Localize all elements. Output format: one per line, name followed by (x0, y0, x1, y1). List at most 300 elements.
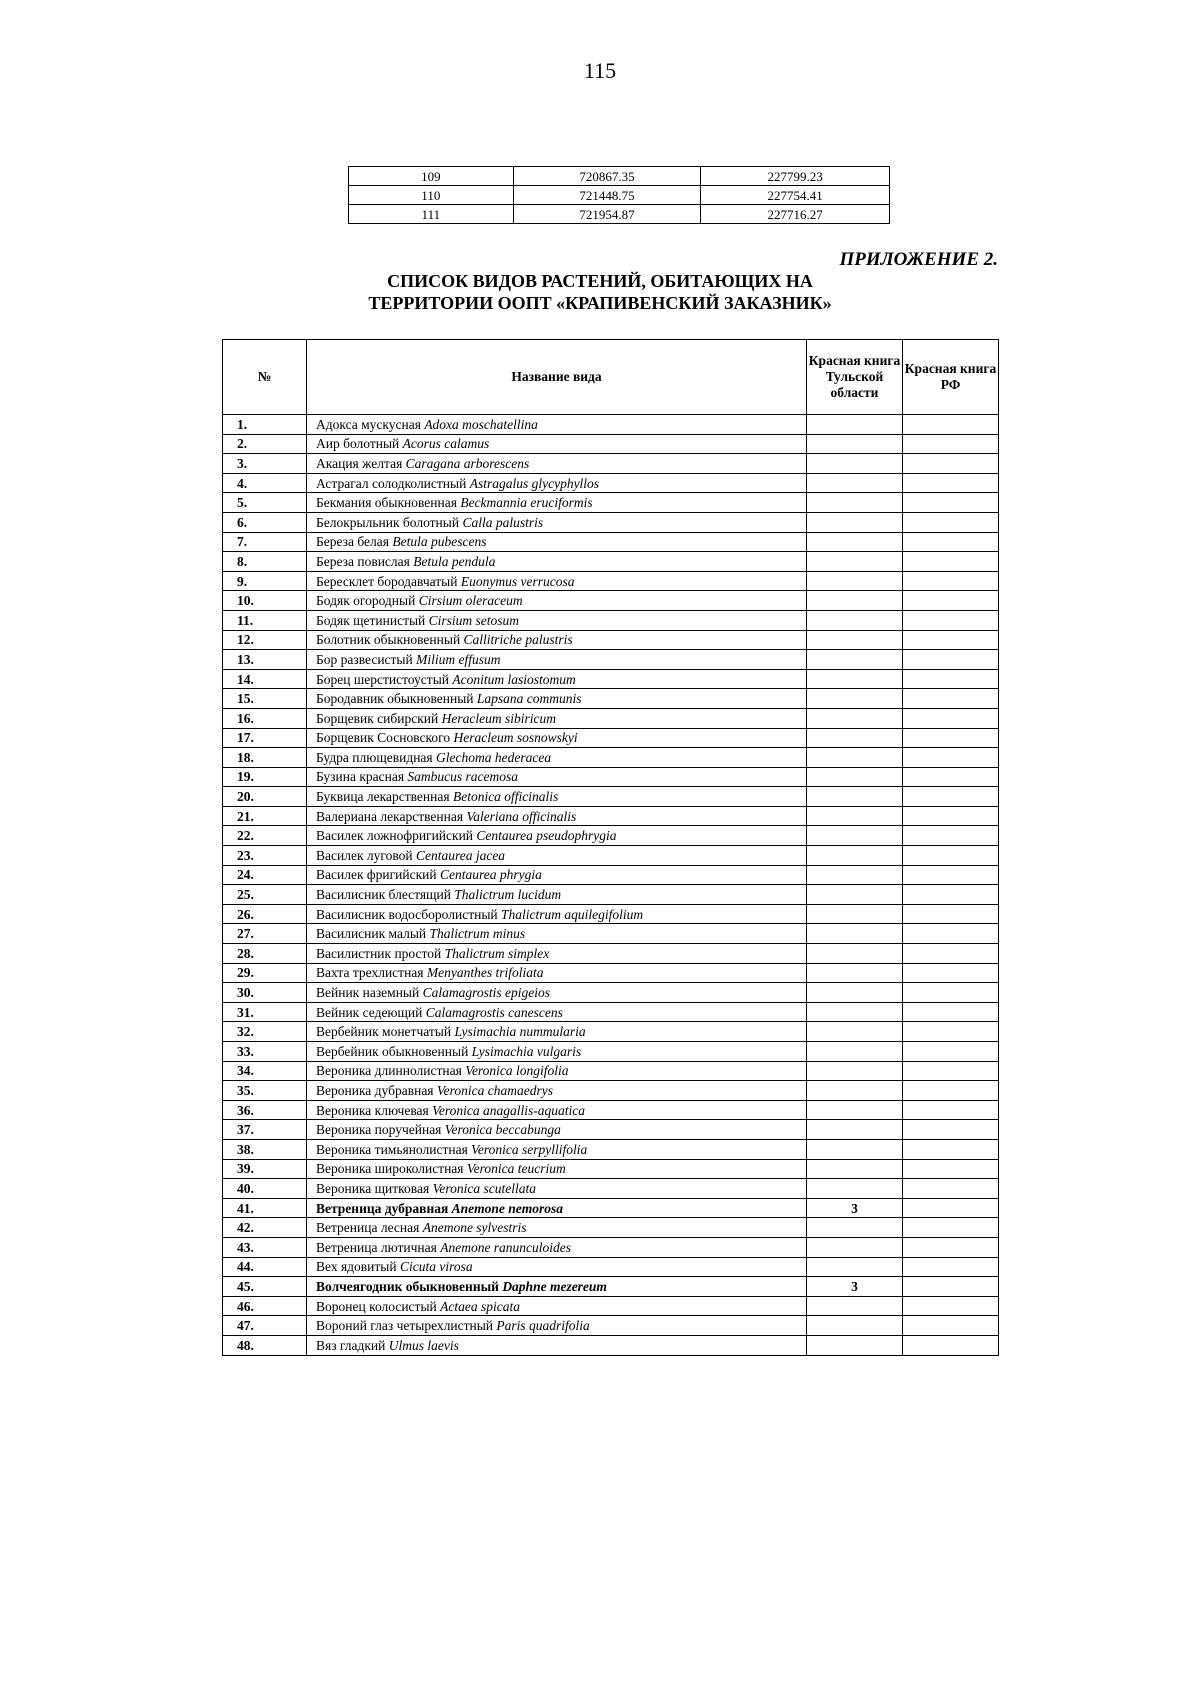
red-book-rf-status (903, 650, 999, 670)
species-name-latin: Veronica longifolia (465, 1063, 569, 1079)
species-name (307, 708, 807, 728)
species-name (307, 846, 807, 866)
species-number: 47. (223, 1316, 307, 1336)
species-name-russian: Аир болотный (316, 436, 400, 452)
red-book-region-status (807, 610, 903, 630)
species-row (223, 806, 999, 826)
species-name-russian: Борщевик сибирский (316, 710, 439, 726)
species-row (223, 1002, 999, 1022)
species-number: 2. (223, 434, 307, 454)
red-book-rf-status (903, 610, 999, 630)
red-book-region-status (807, 1257, 903, 1277)
species-name (307, 1237, 807, 1257)
species-name-latin: Veronica scutellata (432, 1180, 536, 1196)
species-name (307, 591, 807, 611)
species-name (307, 1277, 807, 1297)
species-row (223, 473, 999, 493)
species-name (307, 1022, 807, 1042)
species-row (223, 787, 999, 807)
red-book-region-status (807, 885, 903, 905)
red-book-region-status (807, 650, 903, 670)
species-name-latin: Paris quadrifolia (496, 1318, 590, 1334)
red-book-region-status (807, 1218, 903, 1238)
coordinates-row (349, 186, 890, 205)
species-name-latin: Veronica anagallis-aquatica (432, 1102, 585, 1118)
species-row (223, 415, 999, 435)
red-book-rf-status (903, 963, 999, 983)
red-book-rf-status (903, 1296, 999, 1316)
species-name-latin: Adoxa moschatellina (424, 416, 538, 432)
species-number: 41. (223, 1198, 307, 1218)
species-name-latin: Cirsium oleraceum (418, 593, 523, 609)
species-name-latin: Calla palustris (462, 514, 544, 530)
red-book-region-status (807, 806, 903, 826)
species-row (223, 1335, 999, 1355)
species-name (307, 904, 807, 924)
red-book-rf-status (903, 904, 999, 924)
species-name-russian: Борщевик Сосновского (316, 730, 451, 746)
red-book-region-status (807, 591, 903, 611)
red-book-rf-status (903, 1237, 999, 1257)
red-book-rf-status (903, 865, 999, 885)
red-book-rf-status (903, 1002, 999, 1022)
species-row (223, 1257, 999, 1277)
species-row (223, 1159, 999, 1179)
red-book-region-status (807, 904, 903, 924)
species-name-latin: Beckmannia eruciformis (460, 495, 593, 511)
species-row (223, 1100, 999, 1120)
red-book-region-status (807, 532, 903, 552)
red-book-region-status (807, 454, 903, 474)
species-number: 8. (223, 552, 307, 572)
species-name (307, 434, 807, 454)
red-book-region-status (807, 1100, 903, 1120)
red-book-rf-status (903, 1061, 999, 1081)
red-book-rf-status (903, 669, 999, 689)
species-name-russian: Вороний глаз четырехлистный (316, 1318, 494, 1334)
species-name-russian: Акация желтая (316, 455, 403, 471)
coord-point-number: 109 (349, 167, 514, 186)
species-name (307, 1159, 807, 1179)
red-book-rf-status (903, 806, 999, 826)
species-name-latin: Anemone ranunculoides (440, 1239, 572, 1255)
species-name-russian: Бодяк щетинистый (316, 612, 426, 628)
species-name (307, 924, 807, 944)
species-name (307, 1296, 807, 1316)
red-book-region-status (807, 1179, 903, 1199)
species-name (307, 1198, 807, 1218)
red-book-region-status (807, 1159, 903, 1179)
species-number: 11. (223, 610, 307, 630)
species-number: 44. (223, 1257, 307, 1277)
species-number: 38. (223, 1139, 307, 1159)
species-name (307, 512, 807, 532)
species-row (223, 1218, 999, 1238)
coord-point-number: 110 (349, 186, 514, 205)
species-row (223, 434, 999, 454)
species-name-russian: Вейник седеющий (316, 1004, 423, 1020)
species-number: 23. (223, 846, 307, 866)
red-book-region-status (807, 748, 903, 768)
red-book-region-status (807, 630, 903, 650)
species-name (307, 728, 807, 748)
red-book-rf-status (903, 493, 999, 513)
species-number: 21. (223, 806, 307, 826)
list-title (300, 270, 900, 314)
page-number: 115 (583, 58, 617, 83)
species-row (223, 1296, 999, 1316)
species-name-russian: Адокса мускусная (316, 416, 421, 432)
species-name-latin: Veronica teucrium (466, 1161, 566, 1177)
species-row (223, 512, 999, 532)
species-name (307, 1002, 807, 1022)
red-book-region-status (807, 826, 903, 846)
species-name-russian: Буквица лекарственная (316, 789, 450, 805)
species-name-russian: Бородавник обыкновенный (316, 691, 474, 707)
red-book-region-status (807, 1139, 903, 1159)
species-name (307, 865, 807, 885)
species-name-latin: Heracleum sosnowskyi (453, 730, 578, 746)
species-number: 7. (223, 532, 307, 552)
species-name-russian: Вербейник монетчатый (316, 1024, 452, 1040)
species-name (307, 552, 807, 572)
species-name-russian: Вахта трехлистная (316, 965, 424, 981)
species-number: 4. (223, 473, 307, 493)
species-row (223, 767, 999, 787)
species-name (307, 630, 807, 650)
species-number: 29. (223, 963, 307, 983)
species-name-russian: Бодяк огородный (316, 593, 416, 609)
species-name-russian: Ветреница лесная (316, 1220, 420, 1236)
species-number: 42. (223, 1218, 307, 1238)
red-book-region-status (807, 1061, 903, 1081)
species-number: 34. (223, 1061, 307, 1081)
species-row (223, 571, 999, 591)
species-name-russian: Вероника поручейная (316, 1122, 442, 1138)
species-number: 28. (223, 944, 307, 964)
red-book-region-status: 3 (807, 1198, 903, 1218)
species-name-latin: Centaurea pseudophrygia (476, 828, 617, 844)
coord-y: 227716.27 (701, 205, 890, 224)
red-book-region-status (807, 552, 903, 572)
species-name (307, 454, 807, 474)
species-row (223, 1081, 999, 1101)
red-book-rf-status (903, 826, 999, 846)
red-book-region-status (807, 493, 903, 513)
species-name (307, 1042, 807, 1062)
red-book-region-status (807, 1120, 903, 1140)
species-name (307, 963, 807, 983)
red-book-rf-status (903, 983, 999, 1003)
red-book-region-status (807, 1002, 903, 1022)
red-book-rf-status (903, 787, 999, 807)
species-name (307, 650, 807, 670)
species-number: 27. (223, 924, 307, 944)
species-name-russian: Василистник простой (316, 945, 442, 961)
species-row (223, 728, 999, 748)
species-name-russian: Василек луговой (316, 847, 413, 863)
red-book-region-status (807, 512, 903, 532)
species-name (307, 1316, 807, 1336)
species-row (223, 630, 999, 650)
species-name-russian: Василек ложнофригийский (316, 828, 474, 844)
species-row (223, 610, 999, 630)
red-book-region-status (807, 708, 903, 728)
species-name-latin: Veronica chamaedrys (436, 1082, 554, 1098)
red-book-rf-status (903, 415, 999, 435)
species-row (223, 1316, 999, 1336)
species-name-latin: Veronica serpyllifolia (471, 1141, 588, 1157)
coord-x: 721954.87 (513, 205, 701, 224)
red-book-rf-status (903, 1042, 999, 1062)
red-book-rf-status (903, 552, 999, 572)
red-book-rf-status (903, 473, 999, 493)
species-name-latin: Veronica beccabunga (444, 1122, 561, 1138)
species-name-latin: Sambucus racemosa (407, 769, 519, 785)
red-book-region-status (807, 924, 903, 944)
species-row (223, 865, 999, 885)
species-name (307, 1120, 807, 1140)
species-row (223, 454, 999, 474)
red-book-rf-status (903, 512, 999, 532)
species-name-latin: Lysimachia nummularia (454, 1024, 586, 1040)
red-book-rf-status (903, 728, 999, 748)
species-name-latin: Calamagrostis epigeios (422, 985, 550, 1001)
species-row (223, 1179, 999, 1199)
red-book-rf-status (903, 846, 999, 866)
header-number: № (223, 340, 307, 415)
species-row (223, 532, 999, 552)
red-book-rf-status (903, 1081, 999, 1101)
species-name-russian: Вех ядовитый (316, 1259, 397, 1275)
species-name-russian: Астрагал солодколистный (316, 475, 467, 491)
species-row (223, 846, 999, 866)
species-name (307, 1061, 807, 1081)
species-row (223, 1139, 999, 1159)
species-number: 20. (223, 787, 307, 807)
species-number: 6. (223, 512, 307, 532)
red-book-rf-status (903, 630, 999, 650)
species-name-latin: Betonica officinalis (452, 789, 559, 805)
species-name (307, 473, 807, 493)
red-book-rf-status (903, 1218, 999, 1238)
species-name (307, 826, 807, 846)
species-name-latin: Betula pubescens (392, 534, 487, 550)
species-name-latin: Cicuta virosa (399, 1259, 473, 1275)
red-book-rf-status (903, 748, 999, 768)
species-name (307, 571, 807, 591)
species-name (307, 944, 807, 964)
red-book-rf-status (903, 454, 999, 474)
species-name-latin: Astragalus glycyphyllos (469, 475, 600, 491)
red-book-region-status (807, 415, 903, 435)
species-number: 40. (223, 1179, 307, 1199)
species-name (307, 669, 807, 689)
red-book-region-status (807, 944, 903, 964)
species-row (223, 1277, 999, 1297)
species-name-latin: Euonymus verrucosa (460, 573, 575, 589)
species-row (223, 1022, 999, 1042)
red-book-rf-status (903, 1139, 999, 1159)
species-name-latin: Lysimachia vulgaris (471, 1043, 582, 1059)
species-number: 33. (223, 1042, 307, 1062)
species-number: 30. (223, 983, 307, 1003)
red-book-rf-status (903, 1179, 999, 1199)
species-name (307, 689, 807, 709)
species-number: 16. (223, 708, 307, 728)
species-number: 10. (223, 591, 307, 611)
red-book-rf-status (903, 708, 999, 728)
species-name (307, 983, 807, 1003)
species-name-russian: Береза повислая (316, 553, 410, 569)
species-number: 31. (223, 1002, 307, 1022)
species-name (307, 1139, 807, 1159)
species-name-latin: Thalictrum minus (429, 926, 526, 942)
species-name-latin: Acorus calamus (402, 436, 490, 452)
red-book-rf-status (903, 1100, 999, 1120)
species-name-russian: Бересклет бородавчатый (316, 573, 458, 589)
species-name-latin: Anemone sylvestris (422, 1220, 527, 1236)
species-name-latin: Daphne mezereum (502, 1278, 607, 1294)
species-name-russian: Вероника ключевая (316, 1102, 429, 1118)
species-row (223, 944, 999, 964)
species-name-russian: Василисник малый (316, 926, 427, 942)
red-book-region-status (807, 473, 903, 493)
coord-x: 720867.35 (513, 167, 701, 186)
appendix-label: ПРИЛОЖЕНИЕ 2. (839, 249, 998, 270)
red-book-rf-status (903, 571, 999, 591)
species-number: 26. (223, 904, 307, 924)
coordinates-table (348, 166, 890, 224)
coordinates-row (349, 205, 890, 224)
red-book-region-status (807, 1022, 903, 1042)
species-name-latin: Betula pendula (413, 553, 496, 569)
species-name-latin: Cirsium setosum (428, 612, 520, 628)
red-book-rf-status (903, 1316, 999, 1336)
species-name-latin: Actaea spicata (440, 1298, 520, 1314)
red-book-region-status (807, 1237, 903, 1257)
species-name (307, 532, 807, 552)
red-book-region-status (807, 434, 903, 454)
species-name-russian: Ветреница дубравная (316, 1200, 449, 1216)
species-name (307, 1100, 807, 1120)
species-name-russian: Болотник обыкновенный (316, 632, 461, 648)
species-name-russian: Вербейник обыкновенный (316, 1043, 469, 1059)
species-name-russian: Волчеягодник обыкновенный (316, 1278, 499, 1294)
species-number: 35. (223, 1081, 307, 1101)
species-number: 22. (223, 826, 307, 846)
species-name-russian: Валериана лекарственная (316, 808, 464, 824)
species-name-russian: Вероника длиннолистная (316, 1063, 462, 1079)
red-book-region-status (807, 1316, 903, 1336)
species-table (222, 339, 999, 1356)
species-row (223, 708, 999, 728)
species-name-russian: Вероника щитковая (316, 1180, 430, 1196)
species-row (223, 493, 999, 513)
species-name (307, 493, 807, 513)
list-title-line-1: СПИСОК ВИДОВ РАСТЕНИЙ, ОБИТАЮЩИХ НА (387, 271, 813, 291)
red-book-rf-status (903, 689, 999, 709)
species-name-russian: Борец шерстистоустый (316, 671, 449, 687)
species-row (223, 1061, 999, 1081)
header-red-book-region: Красная книга Тульской области (807, 340, 903, 415)
red-book-rf-status (903, 1198, 999, 1218)
species-name (307, 1257, 807, 1277)
species-row (223, 669, 999, 689)
species-name (307, 1335, 807, 1355)
red-book-region-status (807, 963, 903, 983)
species-name (307, 415, 807, 435)
red-book-region-status (807, 669, 903, 689)
red-book-rf-status (903, 924, 999, 944)
species-number: 17. (223, 728, 307, 748)
species-row (223, 1042, 999, 1062)
red-book-region-status (807, 1081, 903, 1101)
header-red-book-rf: Красная книга РФ (903, 340, 999, 415)
species-name-latin: Anemone nemorosa (451, 1200, 564, 1216)
species-number: 19. (223, 767, 307, 787)
red-book-region-status (807, 689, 903, 709)
species-row (223, 591, 999, 611)
species-name (307, 1179, 807, 1199)
red-book-region-status: 3 (807, 1277, 903, 1297)
species-number: 12. (223, 630, 307, 650)
species-row (223, 924, 999, 944)
species-name-latin: Thalictrum simplex (444, 945, 550, 961)
red-book-region-status (807, 728, 903, 748)
species-number: 13. (223, 650, 307, 670)
red-book-rf-status (903, 1022, 999, 1042)
species-row (223, 1198, 999, 1218)
species-number: 32. (223, 1022, 307, 1042)
species-name (307, 806, 807, 826)
species-name (307, 787, 807, 807)
species-name-latin: Callitriche palustris (463, 632, 573, 648)
species-number: 45. (223, 1277, 307, 1297)
species-name (307, 767, 807, 787)
species-name-latin: Milium effusum (416, 651, 501, 667)
species-name (307, 610, 807, 630)
species-row (223, 885, 999, 905)
red-book-rf-status (903, 885, 999, 905)
red-book-rf-status (903, 434, 999, 454)
red-book-region-status (807, 1042, 903, 1062)
species-name-russian: Будра плющевидная (316, 749, 433, 765)
species-name-russian: Вероника дубравная (316, 1082, 434, 1098)
species-name-russian: Вяз гладкий (316, 1337, 386, 1353)
red-book-rf-status (903, 767, 999, 787)
species-name-latin: Aconitum lasiostomum (452, 671, 576, 687)
red-book-rf-status (903, 1277, 999, 1297)
red-book-region-status (807, 787, 903, 807)
species-number: 15. (223, 689, 307, 709)
species-name-latin: Glechoma hederacea (436, 749, 552, 765)
species-name-latin: Centaurea jacea (415, 847, 506, 863)
species-name (307, 1081, 807, 1101)
species-number: 14. (223, 669, 307, 689)
species-row (223, 552, 999, 572)
red-book-region-status (807, 1296, 903, 1316)
species-row (223, 689, 999, 709)
coord-y: 227754.41 (701, 186, 890, 205)
species-name-russian: Береза белая (316, 534, 389, 550)
species-name-latin: Thalictrum lucidum (454, 887, 562, 903)
red-book-region-status (807, 846, 903, 866)
species-number: 39. (223, 1159, 307, 1179)
species-number: 1. (223, 415, 307, 435)
species-row (223, 650, 999, 670)
species-name-russian: Бузина красная (316, 769, 405, 785)
